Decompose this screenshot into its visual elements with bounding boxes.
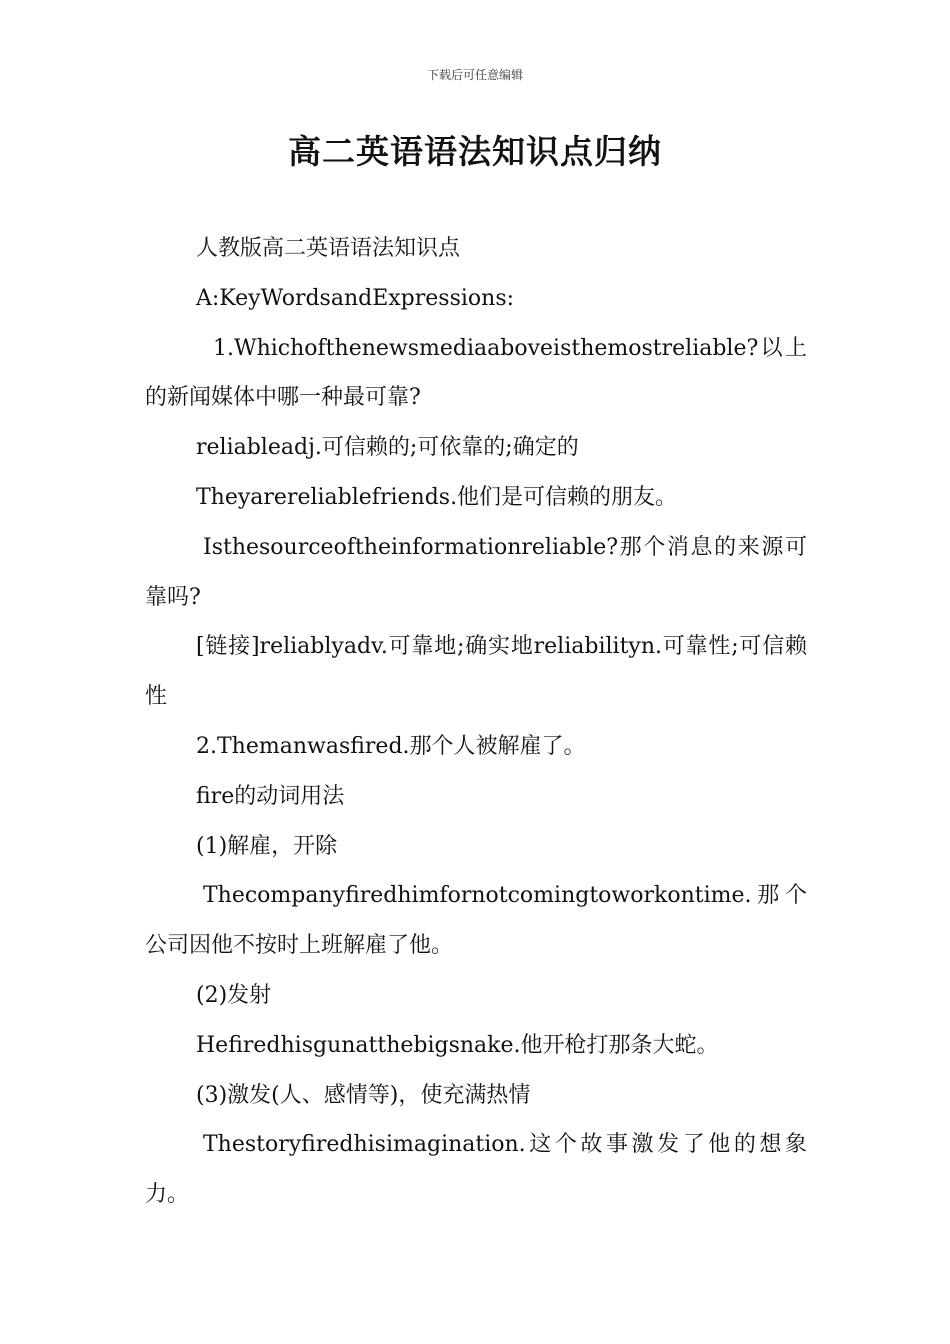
paragraph-section-a: A:KeyWordsandExpressions:	[196, 285, 515, 311]
paragraph-sense-3: (3)激发(人、感情等)，使充满热情	[196, 1082, 531, 1108]
paragraph-sense-2: (2)发射	[196, 982, 272, 1008]
paragraph-usage: fire的动词用法	[196, 783, 345, 809]
document-title: 高二英语语法知识点归纳	[288, 132, 662, 171]
paragraph-example: Thecompanyfiredhimfornotcomingtoworkontime.那个公司因他不按时上班解雇了他。	[145, 883, 807, 959]
paragraph-example: Thestoryfiredhisimagination.这个故事激发了他的想象力。	[145, 1132, 807, 1208]
header-note: 下载后可任意编辑	[426, 68, 523, 82]
paragraph-definition: reliableadj.可信赖的;可依靠的;确定的	[196, 435, 579, 461]
paragraph-example: Isthesourceoftheinformationreliable?那个消息的来源可靠吗?	[145, 534, 807, 610]
paragraph-subtitle: 人教版高二英语语法知识点	[196, 236, 461, 261]
paragraph-sense-1: (1)解雇，开除	[196, 833, 338, 859]
paragraph-item-1: 1.Whichofthenewsmediaaboveisthemostreliable?以上的新闻媒体中哪一种最可靠?	[145, 335, 807, 411]
paragraph-link: [链接]reliablyadv.可靠地;确实地reliabilityn.可靠性;可信赖性	[145, 634, 807, 710]
paragraph-example: Theyarereliablefriends.他们是可信赖的朋友。	[196, 484, 678, 510]
paragraph-item-2: 2.Themanwasfired.那个人被解雇了。	[196, 733, 586, 759]
document-body	[145, 224, 807, 1220]
paragraph-example: Hefiredhisgunatthebigsnake.他开枪打那条大蛇。	[196, 1032, 719, 1058]
